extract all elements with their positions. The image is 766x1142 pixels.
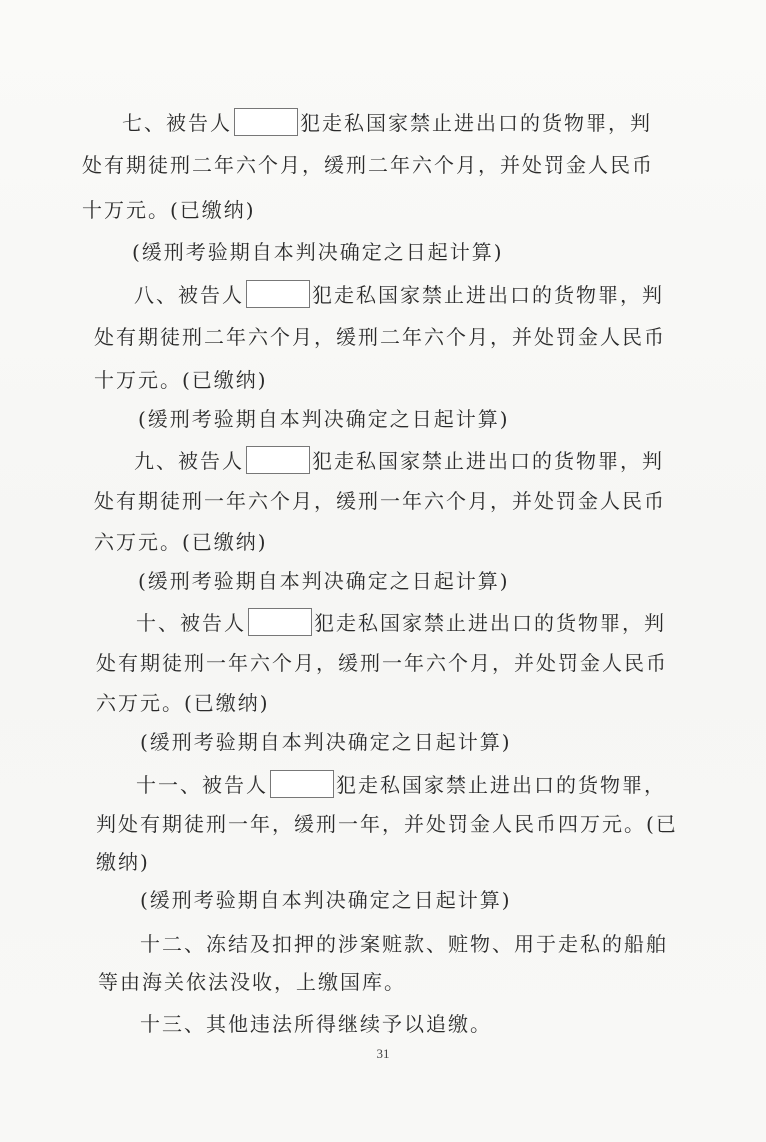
redaction-box: [234, 108, 298, 136]
item-7-lead: 七、被告人: [122, 111, 232, 135]
item-8-note: (缓刑考验期自本判决确定之日起计算): [138, 407, 510, 431]
item-10-lead: 十、被告人: [136, 611, 246, 635]
item-7-rest: 犯走私国家禁止进出口的货物罪，判: [300, 111, 652, 135]
item-9-note: (缓刑考验期自本判决确定之日起计算): [138, 569, 510, 593]
item-11-line-1: [136, 770, 666, 799]
item-11-note: (缓刑考验期自本判决确定之日起计算): [140, 888, 512, 912]
item-10-note: (缓刑考验期自本判决确定之日起计算): [140, 730, 512, 754]
item-8-lead: 八、被告人: [134, 283, 244, 307]
item-10-line-2: 处有期徒刑一年六个月，缓刑一年六个月，并处罚金人民币: [96, 651, 668, 675]
item-8-line-3: 十万元。(已缴纳): [94, 368, 268, 392]
item-12-line-2: 等由海关依法没收，上缴国库。: [98, 970, 406, 994]
item-10-line-1: [136, 608, 666, 637]
item-13-line-1: 十三、其他违法所得继续予以追缴。: [140, 1012, 492, 1036]
item-9-lead: 九、被告人: [134, 449, 244, 473]
item-12-line-1: 十二、冻结及扣押的涉案赃款、赃物、用于走私的船舶: [140, 932, 668, 956]
item-11-line-2: 判处有期徒刑一年，缓刑一年，并处罚金人民币四万元。(已: [96, 812, 678, 836]
item-11-line-3: 缴纳): [96, 850, 150, 874]
item-8-rest: 犯走私国家禁止进出口的货物罪，判: [312, 283, 664, 307]
item-9-rest: 犯走私国家禁止进出口的货物罪，判: [312, 449, 664, 473]
item-7-line-1: [122, 108, 652, 137]
redaction-box: [246, 446, 310, 474]
item-8-line-1: [134, 280, 664, 309]
item-9-line-1: [134, 446, 664, 475]
redaction-box: [270, 770, 334, 798]
item-10-rest: 犯走私国家禁止进出口的货物罪，判: [314, 611, 666, 635]
item-11-lead: 十一、被告人: [136, 773, 268, 797]
item-11-rest: 犯走私国家禁止进出口的货物罪，: [336, 773, 666, 797]
page-number: 31: [376, 1046, 390, 1061]
item-8-line-2: 处有期徒刑二年六个月，缓刑二年六个月，并处罚金人民币: [94, 325, 666, 349]
redaction-box: [248, 608, 312, 636]
item-7-line-2: 处有期徒刑二年六个月，缓刑二年六个月，并处罚金人民币: [82, 153, 654, 177]
item-9-line-3: 六万元。(已缴纳): [94, 530, 268, 554]
item-7-note: (缓刑考验期自本判决确定之日起计算): [132, 240, 504, 264]
item-9-line-2: 处有期徒刑一年六个月，缓刑一年六个月，并处罚金人民币: [94, 489, 666, 513]
item-7-line-3: 十万元。(已缴纳): [82, 198, 256, 222]
item-10-line-3: 六万元。(已缴纳): [96, 691, 270, 715]
redaction-box: [246, 280, 310, 308]
